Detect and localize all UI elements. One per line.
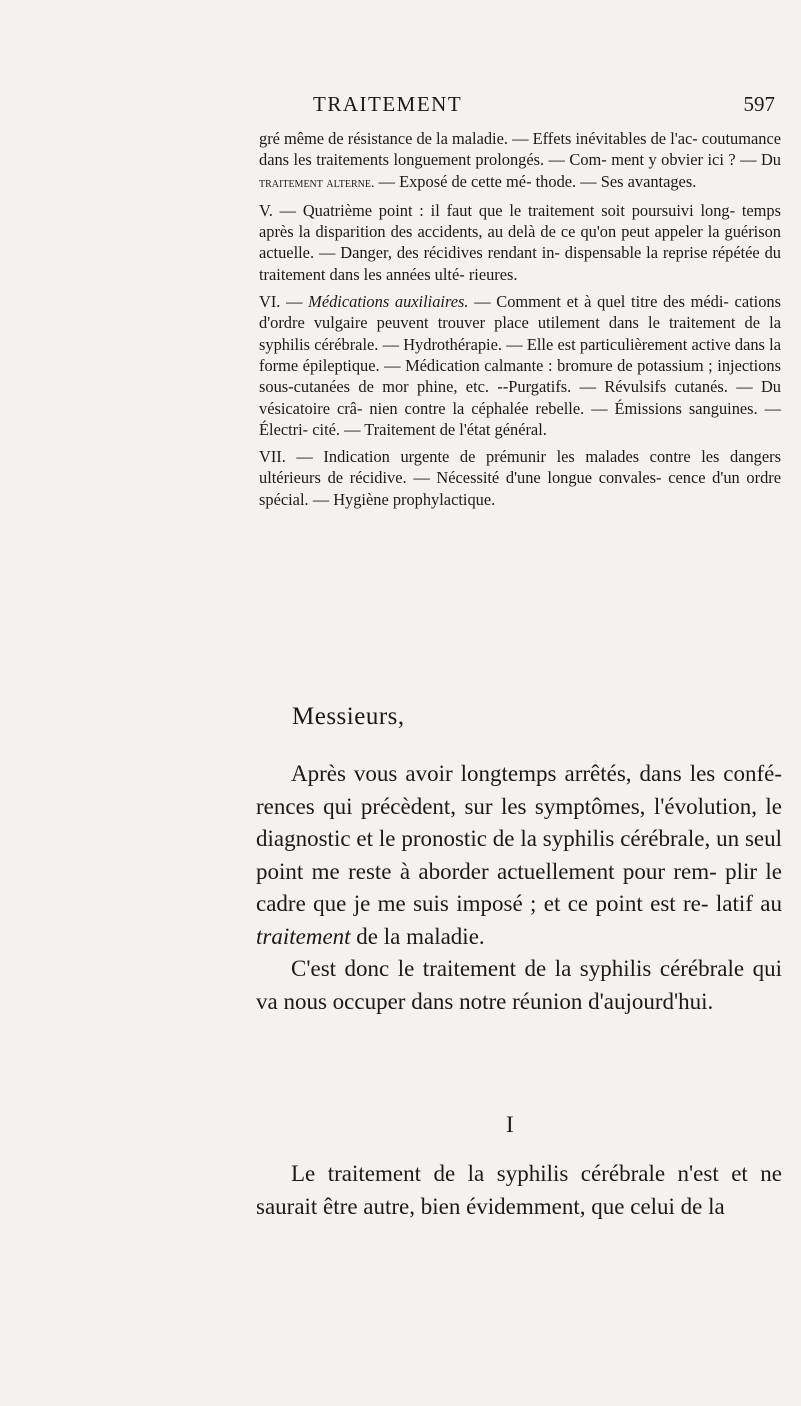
italic-term: traitement bbox=[256, 923, 351, 949]
summary-paragraph-2: V. — Quatrième point : il faut que le traitement soit poursuivi long- temps après la disparition des accidents, au delà de ce qu'on peut appeler la guérison actuelle. — Danger, des récidives rendant in- dispensable la reprise répétée du traitement dans les années ulté- rieures. bbox=[259, 200, 781, 284]
summary-paragraph-3: VI. — Médications auxiliaires. — Comment et à quel titre des médi- cations d'ordre vulgaire peuvent trouver place utilement dans le traitement de la syphilis cérébrale. — Hydrothérapie. — Elle est particulièrement active dans la forme épileptique. — Médication calmante : bromure de potassium ; injections sous-cutanées de mor phine, etc. --Purgatifs. — Révulsifs cutanés. — Du vésicatoire crâ- nien contre la céphalée rebelle. — Émissions sanguines. — Électri- cité. — Traitement de l'état général. bbox=[259, 292, 781, 439]
chapter-summary bbox=[259, 128, 781, 516]
summary-paragraph-1: gré même de résistance de la maladie. — Effets inévitables de l'ac- coutumance dans les traitements longuement prolongés. — Com- ment y obvier ici ? — Du traitement alterne. — Exposé de cette mé- thode. — Ses avantages. bbox=[259, 129, 781, 191]
salutation: Messieurs, bbox=[292, 703, 405, 730]
section-paragraph-1: Le traitement de la syphilis cérébrale n'est et ne saurait être autre, bien évidemment, que celui de la bbox=[256, 1161, 782, 1219]
running-head-title: TRAITEMENT bbox=[313, 92, 463, 116]
running-head bbox=[0, 92, 801, 118]
section-number: I bbox=[506, 1112, 514, 1137]
lecture-paragraph-1: Après vous avoir longtemps arrêtés, dans les confé- rences qui précèdent, sur les symptômes, l'évolution, le diagnostic et le pronostic de la syphilis cérébrale, un seul point me reste à aborder actuellement pour rem- plir le cadre que je me suis imposé ; et ce point est re- latif au traitement de la maladie. bbox=[256, 761, 782, 949]
section-text bbox=[256, 1158, 782, 1223]
lecture-paragraph-2: C'est donc le traitement de la syphilis cérébrale qui va nous occuper dans notre réunion d'aujourd'hui. bbox=[256, 956, 782, 1014]
summary-paragraph-4: VII. — Indication urgente de prémunir les malades contre les dangers ultérieurs de récidive. — Nécessité d'une longue convales- cence d'un ordre spécial. — Hygiène prophylactique. bbox=[259, 447, 781, 509]
italic-term: Médications auxiliaires. bbox=[308, 292, 469, 312]
page-number: 597 bbox=[743, 92, 775, 116]
lecture-text bbox=[256, 758, 782, 1018]
small-caps-term: traitement alterne. bbox=[259, 175, 375, 191]
